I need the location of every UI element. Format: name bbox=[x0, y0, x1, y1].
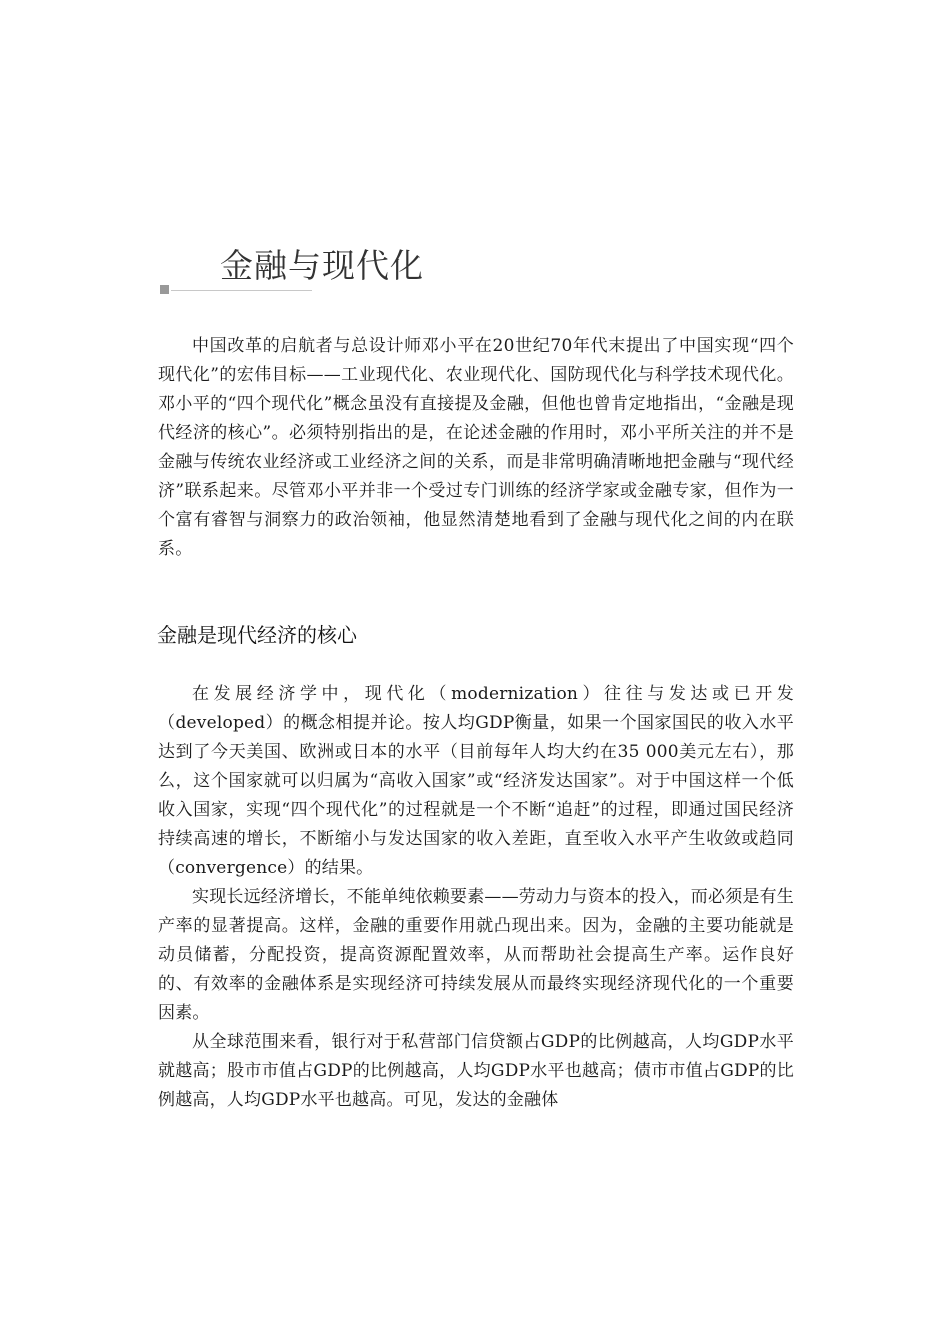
section-body bbox=[158, 680, 794, 1115]
intro-block bbox=[158, 332, 794, 564]
chapter-title: 金融与现代化 bbox=[220, 246, 424, 285]
intro-paragraph: 中国改革的启航者与总设计师邓小平在20世纪70年代末提出了中国实现“四个现代化”的宏伟目标——工业现代化、农业现代化、国防现代化与科学技术现代化。邓小平的“四个现代化”概念虽没有直接提及金融，但他也曾肯定地指出，“金融是现代经济的核心”。必须特别指出的是，在论述金融的作用时，邓小平所关注的并不是金融与传统农业经济或工业经济之间的关系，而是非常明确清晰地把金融与“现代经济”联系起来。尽管邓小平并非一个受过专门训练的经济学家或金融专家，但作为一个富有睿智与洞察力的政治领袖，他显然清楚地看到了金融与现代化之间的内在联系。 bbox=[158, 336, 794, 559]
body-paragraph: 在发展经济学中，现代化（modernization）往往与发达或已开发（developed）的概念相提并论。按人均GDP衡量，如果一个国家国民的收入水平达到了今天美国、欧洲或日本的水平（目前每年人均大约在35 000美元左右），那么，这个国家就可以归属为“高收入国家”或“经济发达国家”。对于中国这样一个低收入国家，实现“四个现代化”的过程就是一个不断“追赶”的过程，即通过国民经济持续高速的增长，不断缩小与发达国家的收入差距，直至收入水平产生收敛或趋同（convergence）的结果。 bbox=[158, 684, 794, 878]
body-paragraph: 从全球范围来看，银行对于私营部门信贷额占GDP的比例越高，人均GDP水平就越高；股市市值占GDP的比例越高，人均GDP水平也越高；债市市值占GDP的比例越高，人均GDP水平也越高。可见，发达的金融体 bbox=[158, 1032, 794, 1110]
body-paragraph: 实现长远经济增长，不能单纯依赖要素——劳动力与资本的投入，而必须是有生产率的显著提高。这样，金融的重要作用就凸现出来。因为，金融的主要功能就是动员储蓄，分配投资，提高资源配置效率，从而帮助社会提高生产率。运作良好的、有效率的金融体系是实现经济可持续发展从而最终实现经济现代化的一个重要因素。 bbox=[158, 887, 794, 1023]
bullet-square-icon bbox=[160, 285, 169, 294]
divider-line bbox=[171, 290, 312, 291]
title-underline-rule bbox=[160, 285, 312, 297]
section-heading: 金融是现代经济的核心 bbox=[157, 623, 357, 647]
